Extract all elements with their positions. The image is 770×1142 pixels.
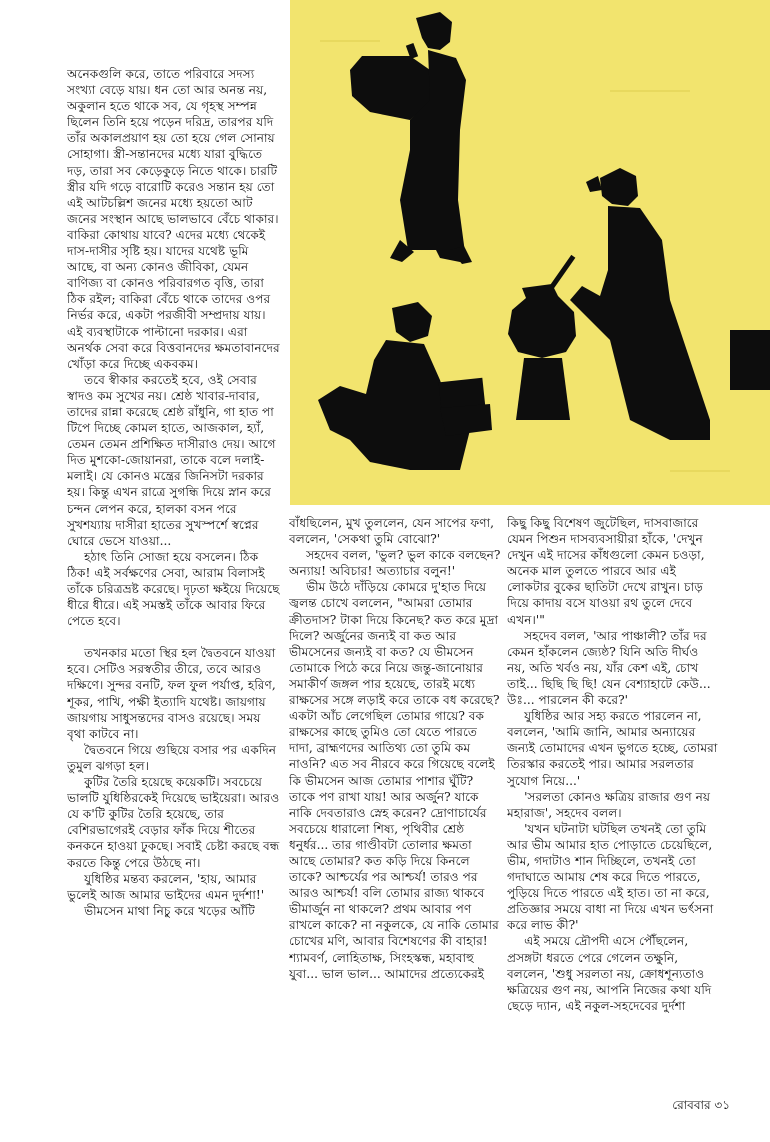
paragraph: হঠাৎ তিনি সোজা হয়ে বসলেন। ঠিক ঠিক! এই সর্বক্ষণের সেবা, আরাম বিলাসই তাঁকে চরিত্রভ্রষ্ট করেছে। দৃঢ়তা ক্ষইয়ে দিয়েছে ধীরে ধীরে। এই সমস্তই তাঁকে আবার ফিরে পেতে হবে। [67, 549, 280, 629]
cooking-pot [508, 284, 576, 420]
article-column-2 [289, 515, 501, 1085]
paragraph: দ্বৈতবনে গিয়ে গুছিয়ে বসার পর একদিন তুমুল ঝগড়া হল। [67, 742, 277, 773]
paragraph: ভীম উঠে দাঁড়িয়ে কোমরে দু'হাত দিয়ে জ্বলন্ত চোখে বললেন, "আমরা তোমার ক্রীতদাস? টাকা দিয়ে কিনেছ? কত করে মুদ্রা দিলে? অর্জুনের জন্যই বা কত আর ভীমসেনের জন্যই বা কত? যে ভীমসেন তোমাকে পিঠে করে নিয়ে জন্তু-জানোয়ার সমাকীর্ণ জঙ্গল পার হয়েছে, তারই মধ্যে রাক্ষসের সঙ্গে লড়াই করে তাকে বধ করেছে? একটা আঁচ লেগেছিল তোমার গায়ে? বক রাক্ষসের কাছে তুমিও তো যেতে পারতে দাদা, ব্রাহ্মণদের আতিথ্য তো তুমি কম নাওনি? এত সব নীরবে করে গিয়েছে বলেই কি ভীমসেন আজ তোমার পাশার ঘুঁটি? তাকে পণ রাখা যায়! আর অর্জুন? যাকে নাকি দেবতারাও স্নেহ করেন? দ্রোণাচার্যের সবচেয়ে ধারালো শিষ্য, পৃথিবীর শ্রেষ্ঠ ধনুর্ধর... তার গাণ্ডীবটা তোলার ক্ষমতা আছে তোমার? কত কড়ি দিয়ে কিনলে তাকে? আশ্চর্যের পর আশ্চর্য! তারও পর আরও আশ্চর্য! বলি তোমার রাজ্য থাকবে ভীমার্জুন না থাকলে? প্রথম আবার পণ রাখলে কাকে? না নকুলকে, যে নাকি তোমার চোখের মণি, আবার বিশেষণের কী বাহার! শ্যামবর্ণ, লোহিতাক্ষ, সিংহস্কন্ধ, মহাবাহু যুবা... ভাল ভাল... আমাদের প্রত্যেকেরই [289, 580, 500, 981]
paragraph: কিছু কিছু বিশেষণ জুটেছিল, দাসবাজারে যেমন পিশুন দাসব্যবসায়ীরা হাঁকে, 'দেখুন দেখুন এই দাসের কাঁধগুলো কেমন চওড়া, অনেক মাল তুলতে পারবে আর এই লোকটার বুকের ছাতিটা দেখে রাখুন। চাড় দিয়ে কাদায় বসে যাওয়া রথ তুলে দেবে এখন।'" [507, 516, 705, 627]
paragraph: তবে স্বীকার করতেই হবে, ওই সেবার স্বাদও কম সুখের নয়। শ্রেষ্ঠ খাবার-দাবার, তাদের রান্না করেছে শ্রেষ্ঠ রাঁধুনি, গা হাত পা টিপে দিচ্ছে কোমল হাতে, আজকাল, হ্যাঁ, তেমন তেমন প্রশিক্ষিত দাসীরাও দেয়। আগে দিত মুশকো-জোয়ানরা, তাকে বলে দলাই-মলাই। যে কোনও মন্ত্রের জিনিসটা দরকার হয়। কিন্তু এখন রাত্রে সুগন্ধি দিয়ে স্নান করে চন্দন লেপন করে, হালকা বসন পরে সুখশয্যায় দাসীরা হাতের সুখস্পর্শে স্বপ্নের ঘোরে ভেসে যাওয়া... [67, 372, 276, 548]
paragraph: কুটির তৈরি হয়েছে কয়েকটি। সবচেয়ে ভালটি যুধিষ্ঠিরকেই দিয়েছে ভাইয়েরা। আরও যে ক'টি কুটির তৈরি হয়েছে, তার বেশিরভাগেরই বেড়ার ফাঁক দিয়ে শীতের কনকনে হাওয়া ঢুকছে। সবাই চেষ্টা করছে বন্ধ করতে কিন্তু পেরে উঠছে না। [67, 775, 280, 870]
article-column-1 [67, 66, 281, 1091]
paragraph: 'সরলতা কোনও ক্ষত্রিয় রাজার গুণ নয় মহারাজ', সহদেব বলল। [507, 789, 711, 820]
paper-cut-illustration [290, 0, 770, 505]
standing-figure-with-basket [350, 12, 472, 264]
paragraph: ভীমসেন মাথা নিচু করে খড়ের আঁটি [84, 903, 255, 918]
paragraph: অনেকগুলি করে, তাতে পরিবারে সদস্য সংখ্যা বেড়ে যায়। ধন তো আর অনন্ত নয়, অকুলান হতে থাকে সব, যে গৃহস্থ সম্পন্ন ছিলেন তিনি হয়ে পড়েন দরিদ্র, তারপর যদি তাঁর অকালপ্রয়াণ হয় তো হয়ে গেল সোনায় সোহাগা। স্ত্রী-সন্তানদের মধ্যে যারা বুদ্ধিতে দড়, তারা সব কেড়েকুড়ে নিতে থাকে। চারটি স্ত্রীর যদি গড়ে বারোটি করেও সন্তান হয় তো এই আটচল্লিশ জনের মধ্যে হয়তো আট জনের সংস্থান আছে ভালভাবে বেঁচে থাকার। বাকিরা কোথায় যাবে? এদের মধ্যে থেকেই দাস-দাসীর সৃষ্টি হয়। যাদের যথেষ্ট ভূমি আছে, বা অন্য কোনও জীবিকা, যেমন বাণিজ্য বা কোনও পরিবারগত বৃত্তি, তারা ঠিক রইল; বাকিরা বেঁচে থাকে তাদের ওপর নির্ভর করে, একটা পরজীবী সম্প্রদায় যায়। এই ব্যবস্থাটাকে পাল্টানো দরকার। এরা অনর্থক সেবা করে বিত্তবানদের ক্ষমতাবানদের খোঁড়া করে দিচ্ছে একবকম। [67, 67, 280, 371]
paragraph: সহদেব বলল, 'আর পাঞ্চালী? তাঁর দর কেমন হাঁকলেন জ্যেষ্ঠ? যিনি অতি দীর্ঘও নয়, অতি খর্বও নয়, যাঁর কেশ এই, চোখ তাই... ছিছি ছি ছি! যেন বেশ্যাহাটে কেউ... উঃ... পারলেন কী করে?' [507, 628, 711, 708]
woman-cooking-figure [533, 168, 770, 440]
article-column-3 [507, 515, 719, 1085]
paragraph: যুধিষ্ঠির আর সহ্য করতে পারলেন না, বললেন, 'আমি জানি, আমার অন্যায়ের জন্যই তোমাদের এখন ভুগতে হচ্ছে, তোমরা তিরস্কার করতেই পার। আমার সরলতার সুযোগ নিয়ে...' [507, 709, 718, 788]
paragraph: 'যখন ঘটনাটা ঘটছিল তখনই তো তুমি আর ভীম আমার হাত পোড়াতে চেয়েছিলে, ভীম, গদাটাও শান দিচ্ছিলে, তখনই তো গদাঘাতে আমায় শেষ করে দিতে পারতে, পুড়িয়ে দিতে পারতে এই হাত। তা না করে, প্রতিজ্ঞার সময়ে বাধা না দিয়ে এখন ভর্ৎসনা করে লাভ কী?' [507, 821, 714, 933]
crouching-figure [318, 302, 492, 470]
paragraph: সহদেব বলল, 'ভুল? ভুল কাকে বলছেন? অন্যায়! অবিচার! অত্যাচার বলুন!' [289, 548, 501, 579]
paragraph: যুধিষ্ঠির মন্তব্য করলেন, 'হায়, আমার ভুলেই আজ আমার ভাইদের এমন দুর্দশা!' [67, 871, 265, 902]
paragraph: এই সময়ে দ্রৌপদী এসে পৌঁছলেন, প্রসঙ্গটা ধরতে পেরে গেলেন তক্ষুনি, বললেন, 'শুধু সরলতা নয়, ক্রোধশূন্যতাও ক্ষত্রিয়ের গুণ নয়, আপনি নিজের কথা যদি ছেড়ে দ্যান, এই নকুল-সহদেবের দুর্দশা [507, 934, 712, 1013]
paragraph: তখনকার মতো স্থির হল দ্বৈতবনে যাওয়া হবে। সেটিও সরস্বতীর তীরে, তবে আরও দক্ষিণে। সুন্দর বনটি, ফল ফুল পর্যাপ্ত, হরিণ, শূকর, পাখি, পক্ষী ইত্যাদি যথেষ্ট। জায়গায় জায়গায় সাধুসন্তদের বাসও রয়েছে। সময় বৃথা কাটবে না। [67, 646, 276, 741]
silhouette-figures-image [290, 0, 770, 505]
page-footer: রোববার ৩১ [672, 1098, 730, 1112]
paragraph: বাঁধছিলেন, মুখ তুললেন, যেন সাপের ফণা, বললেন, 'সেকথা তুমি বোঝো?' [289, 516, 495, 547]
